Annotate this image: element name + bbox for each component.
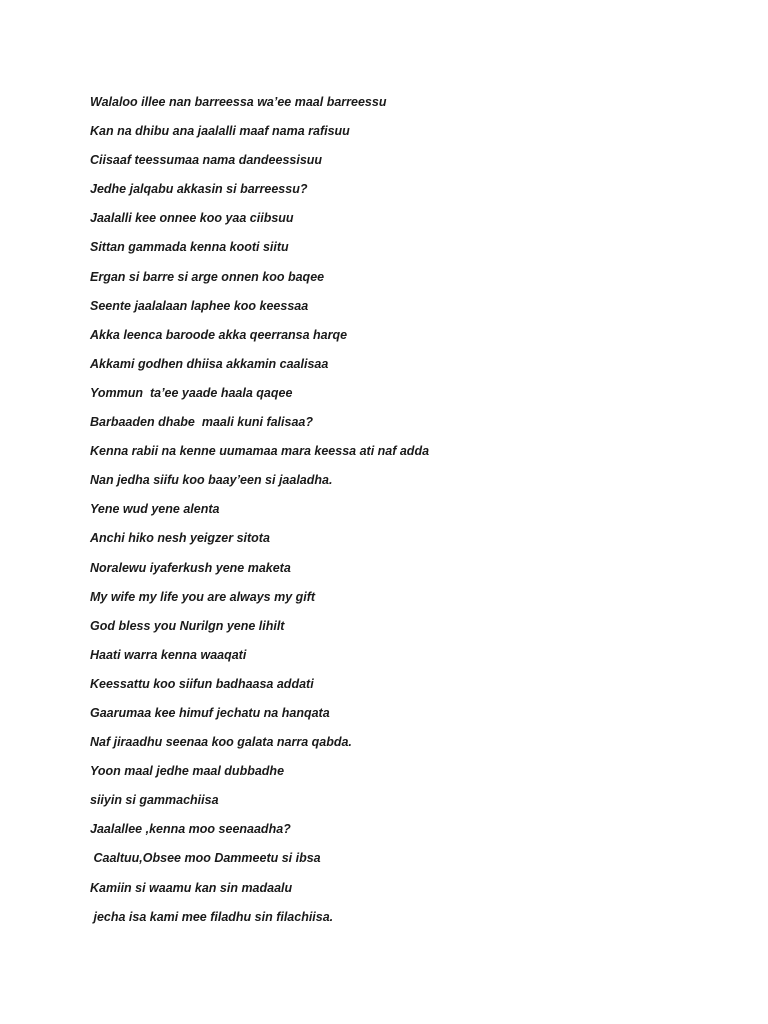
poem-body <box>90 92 429 936</box>
poem-line-27: Caaltuu,Obsee moo Dammeetu si ibsa <box>90 851 321 866</box>
poem-line-8: Seente jaalalaan laphee koo keessaa <box>90 298 309 313</box>
poem-line-18: My wife my life you are always my gift <box>90 589 316 604</box>
poem-line-9: Akka leenca baroode akka qeerransa harqe <box>90 327 348 342</box>
poem-line-2: Kan na dhibu ana jaalalli maaf nama rafisuu <box>90 124 350 139</box>
poem-line-24: Yoon maal jedhe maal dubbadhe <box>90 764 285 779</box>
poem-line-13: Kenna rabii na kenne uumamaa mara keessa ati naf adda <box>90 444 430 459</box>
poem-line-1: Walaloo illee nan barreessa wa’ee maal barreessu <box>90 95 387 109</box>
poem-line-20: Haati warra kenna waaqati <box>90 647 247 662</box>
poem-line-6: Sittan gammada kenna kooti siitu <box>90 240 289 255</box>
poem-line-17: Noralewu iyaferkush yene maketa <box>90 560 291 575</box>
poem-line-25: siiyin si gammachiisa <box>90 793 219 808</box>
poem-line-19: God bless you Nurilgn yene lihilt <box>90 618 285 633</box>
poem-line-23: Naf jiraadhu seenaa koo galata narra qabda. <box>90 735 352 750</box>
poem-line-28: Kamiin si waamu kan sin madaalu <box>90 880 293 895</box>
poem-line-16: Anchi hiko nesh yeigzer sitota <box>90 531 270 546</box>
poem-line-10: Akkami godhen dhiisa akkamin caalisaa <box>90 356 329 371</box>
poem-line-21: Keessattu koo siifun badhaasa addati <box>90 676 314 691</box>
poem-line-4: Jedhe jalqabu akkasin si barreessu? <box>90 182 308 197</box>
poem-line-15: Yene wud yene alenta <box>90 502 220 517</box>
poem-line-29: jecha isa kami mee filadhu sin filachiisa. <box>90 909 334 924</box>
poem-line-5: Jaalalli kee onnee koo yaa ciibsuu <box>90 211 294 226</box>
poem-line-22: Gaarumaa kee himuf jechatu na hanqata <box>90 705 330 720</box>
poem-line-7: Ergan si barre si arge onnen koo baqee <box>90 269 325 284</box>
poem-line-3: Ciisaaf teessumaa nama dandeessisuu <box>90 153 323 168</box>
poem-line-12: Barbaaden dhabe maali kuni falisaa? <box>90 415 313 430</box>
poem-line-26: Jaalallee ,kenna moo seenaadha? <box>90 822 291 837</box>
poem-line-14: Nan jedha siifu koo baay’een si jaaladha. <box>90 473 333 488</box>
poem-line-11: Yommun ta’ee yaade haala qaqee <box>90 385 293 400</box>
